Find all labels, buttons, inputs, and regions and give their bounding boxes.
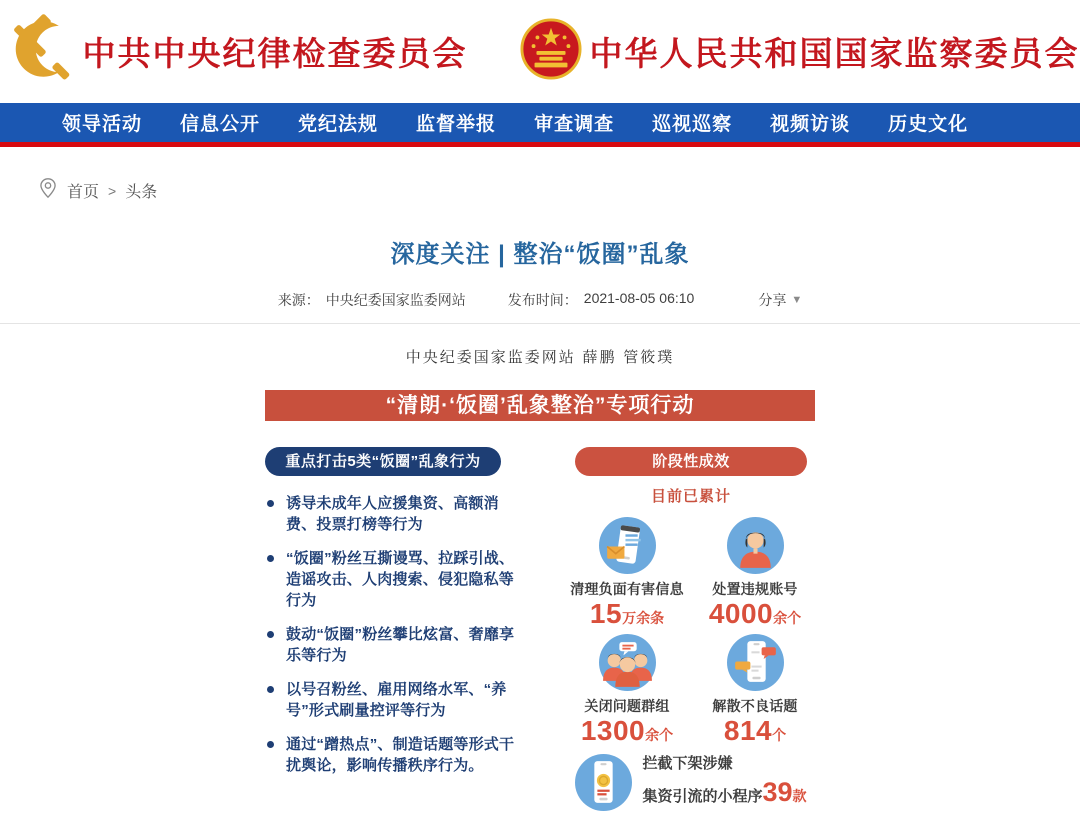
- national-emblem-icon: [520, 18, 582, 85]
- stat-label-lines: 拦截下架涉嫌 集资引流的小程序39款: [642, 754, 807, 808]
- nsc-logo-group[interactable]: [520, 18, 1080, 85]
- party-emblem-icon: [1, 12, 75, 91]
- stat-value: 15万余条: [589, 598, 665, 629]
- masthead: [0, 0, 1080, 103]
- results-subtitle: 目前已累计: [650, 488, 731, 505]
- page-title: 深度关注 | 整治“饭圈”乱象: [390, 241, 690, 268]
- breadcrumb-current[interactable]: 头条: [125, 184, 158, 201]
- breadcrumb-home[interactable]: 首页: [67, 184, 100, 201]
- stat-value: 814个: [723, 715, 787, 747]
- article-publish-time: 发布时间： 2021-08-05 06:10: [507, 290, 695, 308]
- nsc-title: 中华人民共和国国家监察委员会: [589, 35, 1080, 72]
- nav-item-supervision-report[interactable]: 监督举报: [416, 114, 497, 135]
- infographic-banner: “清朗·‘饭圈’乱象整治”专项行动: [265, 390, 815, 421]
- list-item: “饭圈”粉丝互撕谩骂、拉踩引战、造谣攻击、人肉搜索、侵犯隐私等行为: [265, 548, 523, 611]
- campaign-infographic: [265, 390, 815, 811]
- results-header: 阶段性成效: [575, 447, 807, 476]
- list-item: 诱导未成年人应援集资、高额消费、投票打榜等行为: [265, 493, 523, 535]
- main-nav: [0, 103, 1080, 142]
- list-item: 鼓动“饭圈”粉丝攀比炫富、奢靡享乐等行为: [265, 624, 523, 666]
- breadcrumb: [38, 177, 1080, 204]
- results-stats-grid: [567, 517, 815, 746]
- miniprogram-phone-icon: [575, 754, 632, 811]
- chevron-down-icon: ▼: [791, 294, 803, 306]
- stat-value: 1300余个: [580, 715, 674, 747]
- stat-problem-groups: 关闭问题群组 1300余个: [567, 634, 687, 745]
- nav-red-stripe: [0, 142, 1080, 147]
- crackdown-header: 重点打击5类“饭圈”乱象行为: [265, 447, 501, 476]
- ccdi-logo-group[interactable]: [1, 12, 468, 91]
- share-button[interactable]: 分享 ▼: [758, 292, 803, 308]
- nav-item-review-investigation[interactable]: 审查调查: [534, 114, 615, 135]
- crackdown-list: [265, 493, 523, 776]
- article-source: 来源： 中央纪委国家监委网站: [277, 292, 466, 308]
- nav-item-leader-activities[interactable]: 领导活动: [62, 114, 143, 135]
- breadcrumb-separator: >: [108, 182, 117, 199]
- stat-bad-topics: 解散不良话题 814个: [695, 634, 815, 745]
- account-person-icon: [727, 517, 784, 574]
- phone-message-icon: [599, 517, 656, 574]
- list-item: 通过“蹭热点”、制造话题等形式干扰舆论，影响传播秩序行为。: [265, 734, 523, 776]
- article-byline: 中央纪委国家监委网站 薛鹏 管筱璞: [405, 348, 675, 366]
- ccdi-title: 中共中央纪律检查委员会: [82, 35, 468, 72]
- nav-item-party-regulations[interactable]: 党纪法规: [298, 114, 379, 135]
- stat-value: 4000余个: [708, 598, 802, 629]
- nav-item-inspection[interactable]: 巡视巡察: [652, 114, 733, 135]
- results-column: [567, 447, 815, 811]
- crackdown-column: [265, 447, 523, 811]
- nav-item-history-culture[interactable]: 历史文化: [888, 114, 969, 135]
- stat-mini-programs: [567, 754, 815, 811]
- nav-item-video-interviews[interactable]: 视频访谈: [770, 114, 851, 135]
- phone-chat-icon: [727, 634, 784, 691]
- stat-value: 39款: [762, 777, 807, 808]
- article-meta: [0, 290, 1080, 310]
- nav-item-info-disclosure[interactable]: 信息公开: [180, 114, 261, 135]
- stat-harmful-info: 清理负面有害信息 15万余条: [567, 517, 687, 628]
- stat-violating-accounts: 处置违规账号 4000余个: [695, 517, 815, 628]
- meta-divider: [0, 323, 1080, 324]
- group-people-icon: [599, 634, 656, 691]
- location-pin-icon: [38, 177, 58, 204]
- list-item: 以号召粉丝、雇用网络水军、“养号”形式刷量控评等行为: [265, 679, 523, 721]
